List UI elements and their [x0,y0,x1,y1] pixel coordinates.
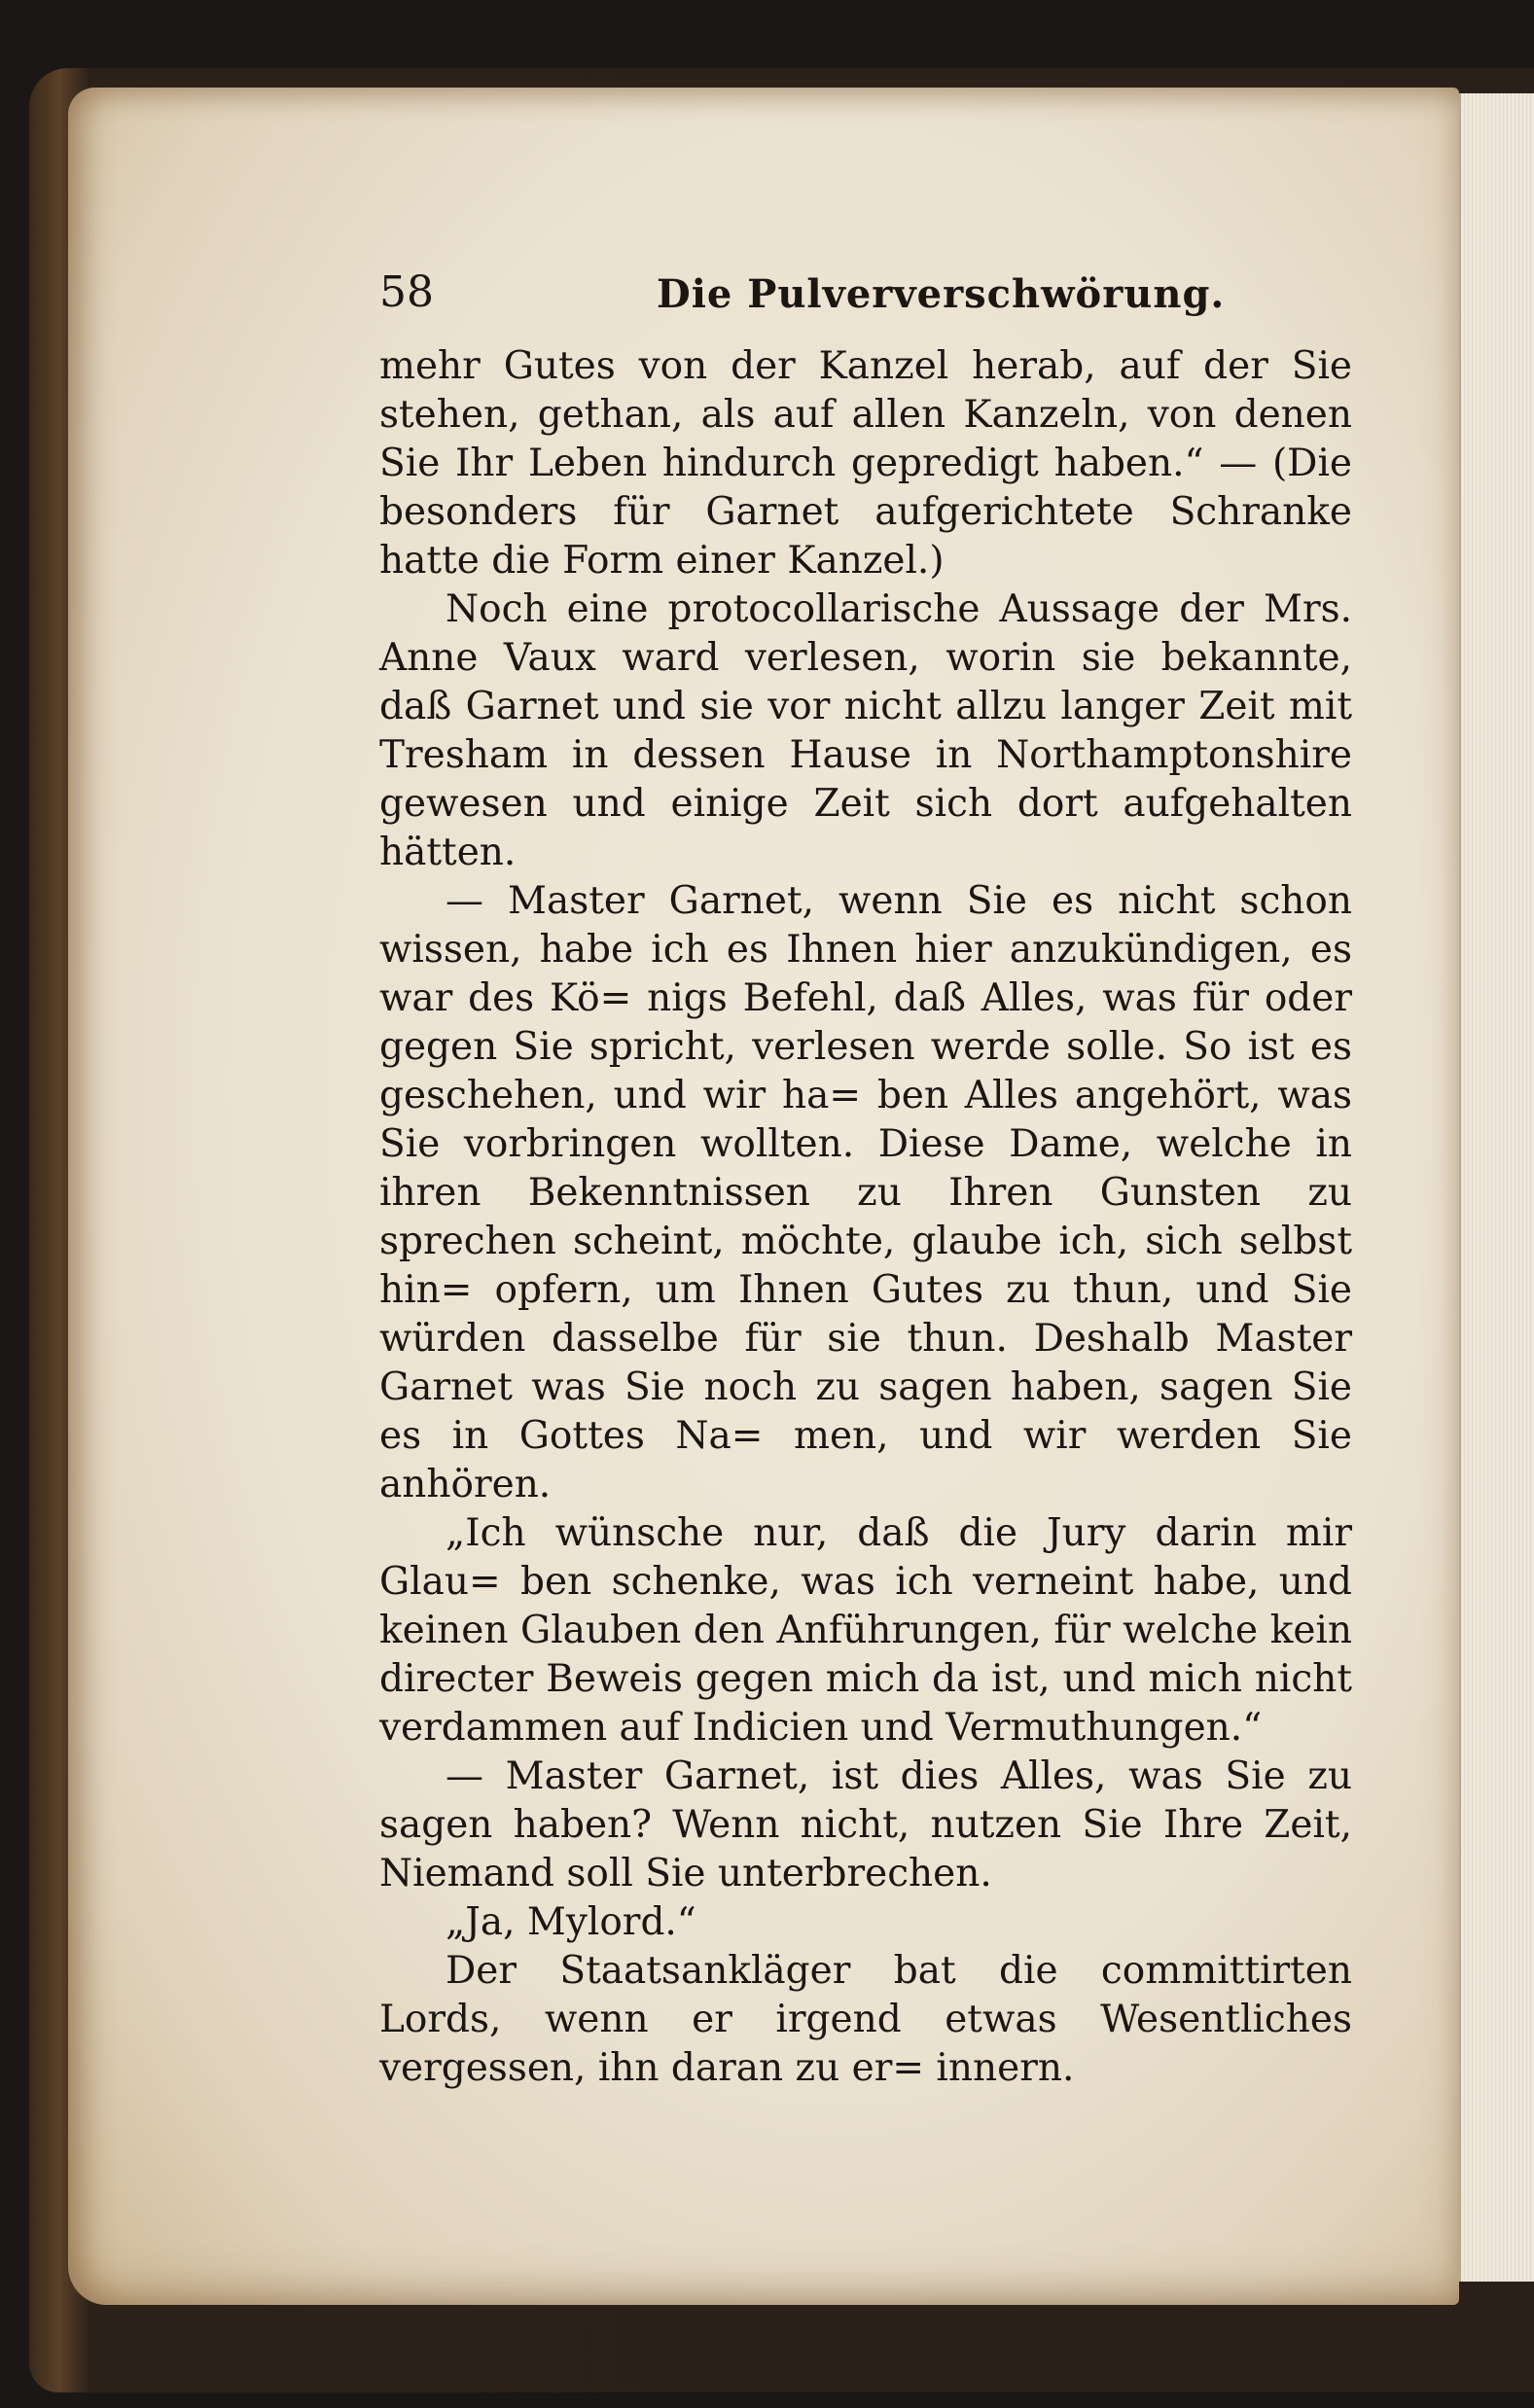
paragraph: — Master Garnet, ist dies Alles, was Sie zu sagen haben? Wenn nicht, nutzen Sie Ihre Zeit, Niemand soll Sie unterbrechen. [379,1754,1352,1895]
page-number: 58 [379,267,434,317]
body-text [379,342,1352,2093]
paragraph: — Master Garnet, wenn Sie es nicht schon wissen, habe ich es Ihnen hier anzukündigen, es war des Kö= nigs Befehl, daß Alles, was für oder gegen Sie spricht, verlesen werde solle. So ist es geschehen, und wir ha= ben Alles angehört, was Sie vorbringen wollten. Diese Dame, welche in ihren Bekenntnissen zu Ihren Gunsten zu sprechen scheint, möchte, glaube ich, sich selbst hin= opfern, um Ihnen Gutes zu thun, und Sie würden dasselbe für sie thun. Deshalb Master Garnet was Sie noch zu sagen haben, sagen Sie es in Gottes Na= men, und wir werden Sie anhören. [379,879,1352,1506]
paragraph: Der Staatsankläger bat die committirten Lords, wenn er irgend etwas Wesentliches vergessen, ihn daran zu er= innern. [379,1949,1352,2090]
paragraph: „Ich wünsche nur, daß die Jury darin mir Glau= ben schenke, was ich verneint habe, und keinen Glauben den Anführungen, für welche kein directer Beweis gegen mich da ist, und mich nicht verdammen auf Indicien und Vermuthungen.“ [379,1511,1352,1750]
paragraph: mehr Gutes von der Kanzel herab, auf der Sie stehen, gethan, als auf allen Kanzeln, von denen Sie Ihr Leben hindurch gepredigt haben.“ — (Die besonders für Garnet aufgerichtete Schranke hatte die Form einer Kanzel.) [379,344,1352,583]
page-edges [1459,93,1534,2282]
page-header [379,267,1352,326]
paragraph: Noch eine protocollarische Aussage der Mrs. Anne Vaux ward verlesen, worin sie bekannte, daß Garnet und sie vor nicht allzu langer Zeit mit Tresham in dessen Hause in Northamptonshire gewesen und einige Zeit sich dort aufgehalten hätten. [379,587,1352,874]
paragraph: „Ja, Mylord.“ [446,1900,696,1944]
running-head: Die Pulververschwörung. [657,271,1226,317]
